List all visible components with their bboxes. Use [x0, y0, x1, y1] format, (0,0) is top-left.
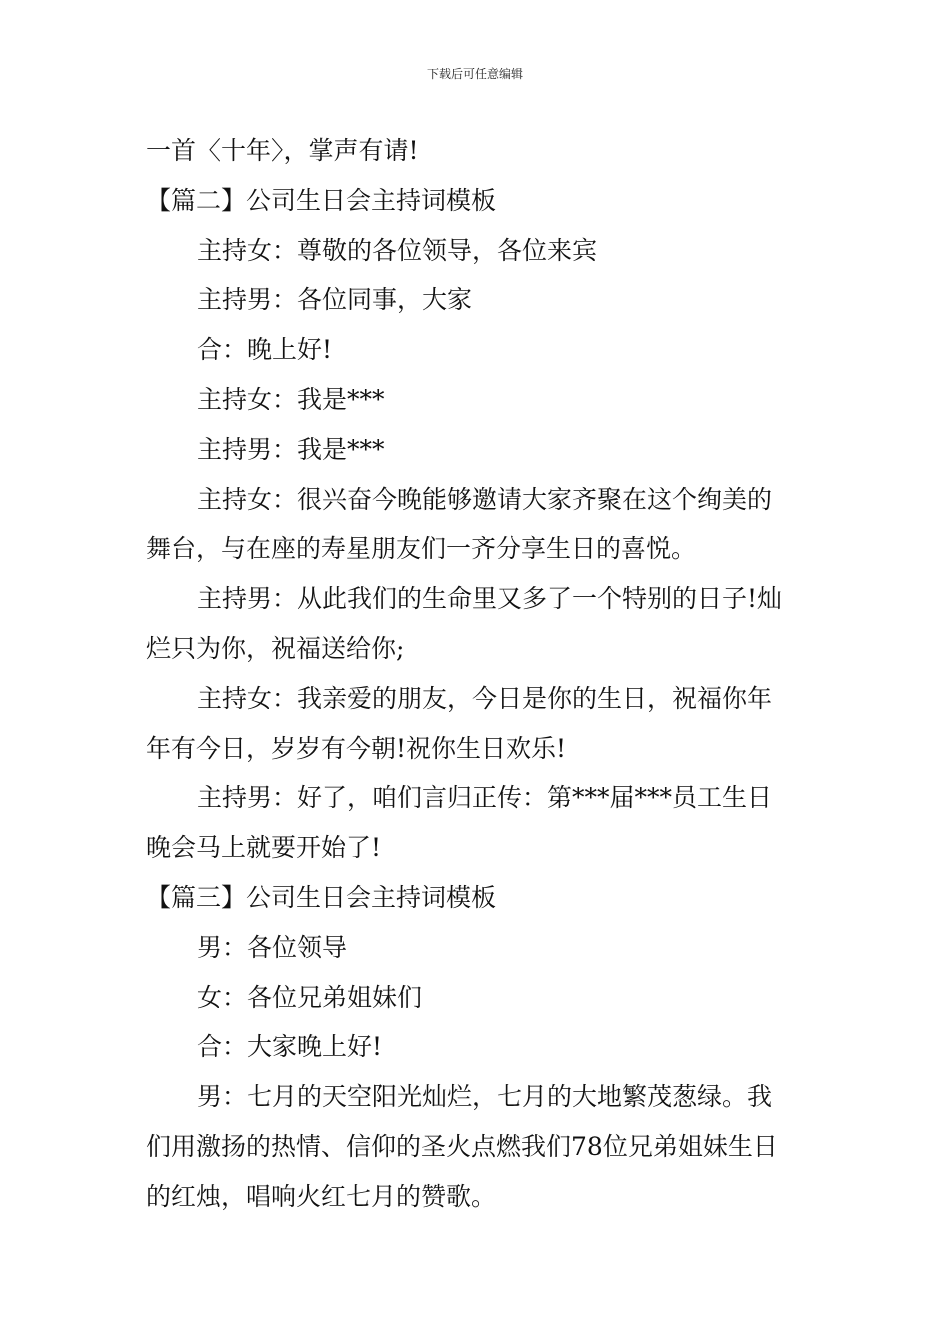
- paragraph-intro-end: 一首〈十年〉，掌声有请!: [146, 136, 419, 165]
- header-note: 下载后可任意编辑: [426, 67, 523, 81]
- paragraph-host-female-greeting: 主持女：尊敬的各位领导，各位来宾: [197, 235, 598, 265]
- section-heading-2: 【篇二】公司生日会主持词模板: [146, 185, 497, 215]
- paragraph-female-greeting: 女：各位兄弟姐妹们: [197, 982, 423, 1012]
- paragraph-line: 烂只为你，祝福送给你;: [146, 633, 405, 663]
- paragraph-line: 的红烛，唱响火红七月的赞歌。: [146, 1181, 497, 1211]
- paragraph-line: 年有今日，岁岁有今朝!祝你生日欢乐!: [146, 733, 567, 763]
- paragraph-line: 们用激扬的热情、信仰的圣火点燃我们78位兄弟姐妹生日: [146, 1131, 778, 1161]
- paragraph-line: 主持男：好了，咱们言归正传：第***届***员工生日: [197, 783, 773, 813]
- paragraph-host-female-intro: 主持女：我是***: [197, 384, 385, 414]
- paragraph-together-greeting: 合：晚上好!: [197, 335, 333, 365]
- paragraph-line: 主持女：我亲爱的朋友，今日是你的生日，祝福你年: [197, 683, 773, 713]
- paragraph-together-evening: 合：大家晚上好!: [197, 1032, 383, 1062]
- paragraph-line: 晚会马上就要开始了!: [146, 833, 382, 863]
- paragraph-line: 主持女：很兴奋今晚能够邀请大家齐聚在这个绚美的: [197, 484, 773, 514]
- paragraph-male-greeting: 男：各位领导: [197, 932, 348, 962]
- paragraph-line: 主持男：从此我们的生命里又多了一个特别的日子!灿: [197, 584, 783, 614]
- paragraph-host-male-special-day: [146, 574, 810, 674]
- paragraph-host-female-birthday-wish: [146, 674, 810, 774]
- paragraph-host-female-welcome: [146, 475, 810, 575]
- paragraph-host-male-start: [146, 773, 810, 873]
- paragraph-line: 男：七月的天空阳光灿烂，七月的大地繁茂葱绿。我: [197, 1082, 773, 1112]
- paragraph-host-male-greeting: 主持男：各位同事，大家: [197, 285, 473, 315]
- paragraph-line: 舞台，与在座的寿星朋友们一齐分享生日的喜悦。: [146, 534, 697, 564]
- paragraph-host-male-intro: 主持男：我是***: [197, 434, 385, 464]
- section-heading-3: 【篇三】公司生日会主持词模板: [146, 882, 497, 912]
- document-body: [146, 126, 810, 1222]
- paragraph-male-july: [146, 1072, 810, 1221]
